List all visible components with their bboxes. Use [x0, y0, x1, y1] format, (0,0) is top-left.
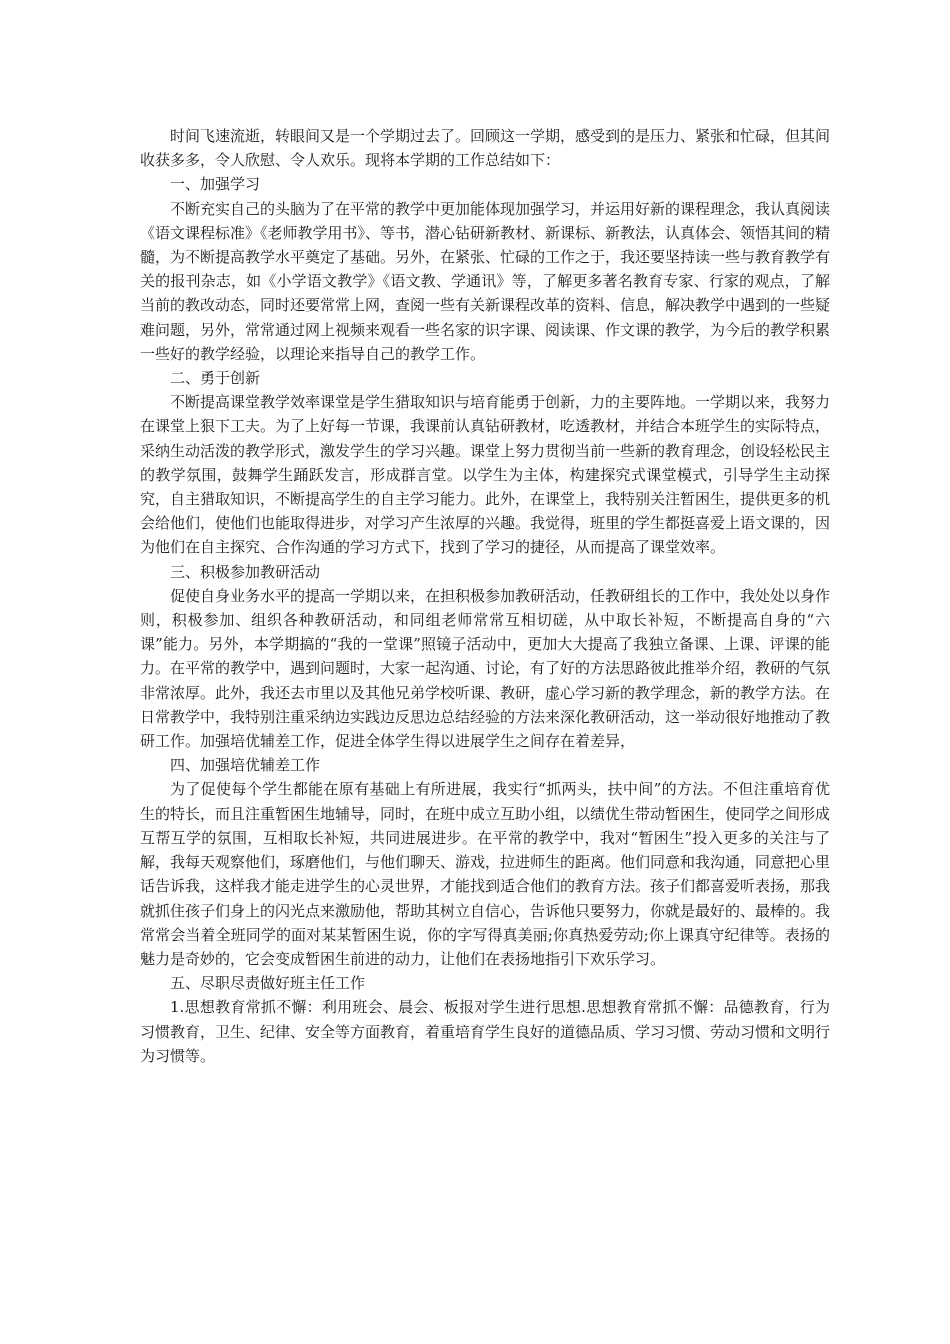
section-heading-5: 五、尽职尽责做好班主任工作 [170, 974, 366, 993]
section-body-1: 不断充实自己的头脑为了在平常的教学中更加能体现加强学习，并运用好新的课程理念，我认真阅读《语文课程标准》《老师教学用书》、等书，潜心钻研新教材、新课标、新教法，认真体会、领悟其间的精髓，为不断提高教学水平奠定了基础。另外，在紧张、忙碌的工作之于，我还要坚持读一些与教育教学有关的报刊杂志，如《小学语文教学》《语文教、学通讯》等，了解更多著名教育专家、行家的观点，了解当前的教改动态，同时还要常常上网，查阅一些有关新课程改革的资料、信息，解决教学中遇到的一些疑难问题，另外，常常通过网上视频来观看一些名家的识字课、阅读课、作文课的教学，为今后的教学积累一些好的教学经验，以理论来指导自己的教学工作。 [140, 199, 831, 363]
section-heading-4: 四、加强培优辅差工作 [170, 756, 321, 775]
section-heading-3: 三、积极参加教研活动 [170, 562, 321, 581]
section-heading-2: 二、勇于创新 [170, 369, 261, 388]
section-body-2: 不断提高课堂教学效率课堂是学生猎取知识与培育能勇于创新，力的主要阵地。一学期以来，我努力在课堂上狠下工夫。为了上好每一节课，我课前认真钻研教材，吃透教材，并结合本班学生的实际特点，采纳生动活泼的教学形式，激发学生的学习兴趣。课堂上努力贯彻当前一些新的教育理念，创设轻松民主的教学氛围，鼓舞学生踊跃发言，形成群言堂。以学生为主体，构建探究式课堂模式，引导学生主动探究，自主猎取知识，不断提高学生的自主学习能力。此外，在课堂上，我特别关注暂困生，提供更多的机会给他们，使他们也能取得进步，对学习产生浓厚的兴趣。我觉得，班里的学生都挺喜爱上语文课的，因为他们在自主探究、合作沟通的学习方式下，找到了学习的捷径，从而提高了课堂效率。 [140, 393, 831, 557]
section-body-5: 1.思想教育常抓不懈：利用班会、晨会、板报对学生进行思想.思想教育常抓不懈：品德教育，行为习惯教育，卫生、纪律、安全等方面教育，着重培育学生良好的道德品质、学习习惯、劳动习惯和文明行为习惯等。 [140, 998, 831, 1065]
document-page [140, 124, 830, 1068]
section-heading-1: 一、加强学习 [170, 175, 261, 194]
intro-paragraph: 时间飞速流逝，转眼间又是一个学期过去了。回顾这一学期，感受到的是压力、紧张和忙碌，但其间收获多多，令人欣慰、令人欢乐。现将本学期的工作总结如下： [140, 127, 831, 170]
section-body-3: 促使自身业务水平的提高一学期以来，在担积极参加教研活动，任教研组长的工作中，我处处以身作则，积极参加、组织各种教研活动，和同组老师常常互相切磋，从中取长补短，不断提高自身的“六课”能力。另外，本学期搞的“我的一堂课”照镜子活动中，更加大大提高了我独立备课、上课、评课的能力。在平常的教学中，遇到问题时，大家一起沟通、讨论，有了好的方法思路彼此推举介绍，教研的气氛非常浓厚。此外，我还去市里以及其他兄弟学校听课、教研，虚心学习新的教学理念，新的教学方法。在日常教学中，我特别注重采纳边实践边反思边总结经验的方法来深化教研活动，这一举动很好地推动了教研工作。加强培优辅差工作，促进全体学生得以进展学生之间存在着差异， [140, 586, 831, 751]
section-body-4: 为了促使每个学生都能在原有基础上有所进展，我实行“抓两头，扶中间”的方法。不但注重培育优生的特长，而且注重暂困生地辅导，同时，在班中成立互助小组，以绩优生带动暂困生，使同学之间形成互帮互学的氛围，互相取长补短，共同进展进步。在平常的教学中，我对“暂困生”投入更多的关注与了解，我每天观察他们，琢磨他们，与他们聊天、游戏，拉进师生的距离。他们同意和我沟通，同意把心里话告诉我，这样我才能走进学生的心灵世界，才能找到适合他们的教育方法。孩子们都喜爱听表扬，那我就抓住孩子们身上的闪光点来激励他，帮助其树立自信心，告诉他只要努力，你就是最好的、最棒的。我常常会当着全班同学的面对某某暂困生说，你的字写得真美丽;你真热爱劳动;你上课真守纪律等。表扬的魅力是奇妙的，它会变成暂困生前进的动力，让他们在表扬地指引下欢乐学习。 [140, 780, 831, 968]
